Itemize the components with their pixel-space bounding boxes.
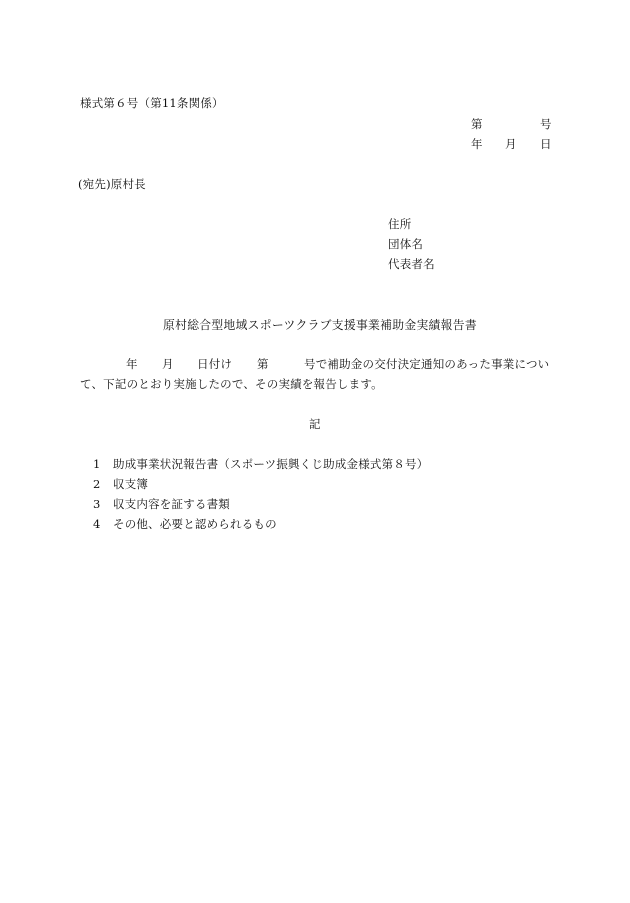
attachment-num: 2: [93, 477, 101, 491]
body-dai: 第: [257, 357, 269, 371]
attachment-text: 収支内容を証する書類: [113, 497, 230, 511]
representative-label: 代表者名: [388, 257, 435, 271]
attachment-num: 3: [93, 497, 101, 511]
attachment-text: その他、必要と認められるもの: [113, 517, 277, 531]
group-name-label: 団体名: [388, 237, 424, 251]
date-day: 日: [540, 137, 552, 151]
date-year: 年: [471, 137, 483, 151]
body-day-dated: 日付け: [197, 357, 233, 371]
addressee: (宛先)原村長: [78, 177, 146, 191]
document-title: 原村総合型地域スポーツクラブ支援事業補助金実績報告書: [163, 318, 477, 332]
body-year: 年: [126, 357, 138, 371]
body-line2: て、下記のとおり実施したので、その実績を報告します。: [80, 377, 383, 391]
number-go: 号: [540, 117, 552, 131]
body-line1-rest: 号で補助金の交付決定通知のあった事業につい: [304, 357, 550, 371]
number-dai: 第: [471, 117, 483, 131]
form-label: 様式第６号（第11条関係）: [80, 96, 224, 110]
attachment-num: 1: [93, 457, 101, 471]
attachment-num: 4: [93, 517, 101, 531]
ki-heading: 記: [309, 417, 321, 431]
date-month: 月: [505, 137, 517, 151]
body-month: 月: [162, 357, 174, 371]
attachment-text: 収支簿: [113, 477, 149, 491]
attachment-text: 助成事業状況報告書（スポーツ振興くじ助成金様式第８号）: [113, 457, 429, 471]
address-label: 住所: [388, 217, 412, 231]
